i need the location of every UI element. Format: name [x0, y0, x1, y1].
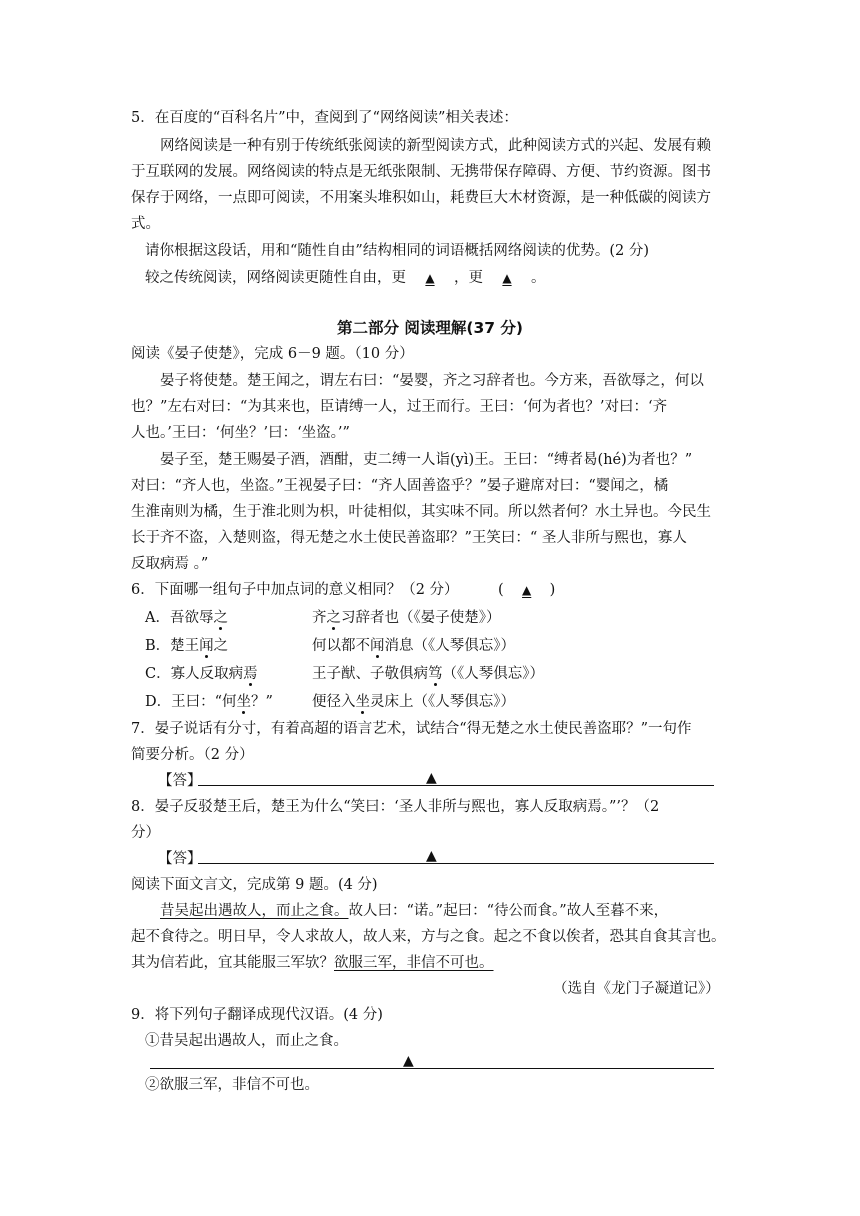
- answer-blank-1[interactable]: [406, 268, 454, 288]
- q6-option-c-left: [145, 664, 258, 684]
- text: 其为信若此，宜其能服三军欤？: [131, 955, 334, 971]
- underlined-sentence-1: 昔吴起出遇故人，而止之食。: [160, 903, 349, 919]
- text: 王子猷、子敬俱病: [312, 666, 428, 682]
- triangle-marker-icon: ▲: [403, 1053, 414, 1069]
- dotted-char: 坐: [236, 694, 252, 710]
- text: 消息（《人琴俱忘》）: [384, 638, 515, 654]
- q5-fill-text-b: ，更: [454, 270, 483, 286]
- text: 何以都不: [312, 638, 370, 654]
- answer-blank-2[interactable]: [483, 268, 531, 288]
- q6-option-a-left: [145, 608, 228, 628]
- q5-passage-line-1: 网络阅读是一种有别于传统纸张阅读的新型阅读方式，此种阅读方式的兴起、发展有赖: [160, 138, 711, 154]
- passage-line-5: 对曰：“齐人也，坐盗。”王视晏子曰：“齐人固善盗乎？”晏子避席对曰：“婴闻之，橘: [131, 478, 669, 494]
- triangle-marker-icon: ▲: [502, 271, 512, 285]
- passage-line-3: 人也。’王曰：‘何坐？’曰：‘坐盗。’”: [131, 425, 350, 441]
- q9-sentence-1: ①昔吴起出遇故人，而止之食。: [145, 1033, 348, 1049]
- q7-stem-line-1: 7．晏子说话有分寸，有着高超的语言艺术，试结合“得无楚之水土使民善盗耶？”一句作: [131, 721, 692, 737]
- q6-option-b-left: [145, 636, 228, 656]
- text: C．寡人反取病: [145, 666, 244, 682]
- q9-passage-line-1: [160, 901, 668, 921]
- q9-intro: 阅读下面文言文，完成第 9 题。(4 分): [131, 877, 378, 893]
- passage-line-2: 也？”左右对曰：“为其来也，臣请缚一人，过王而行。王曰：‘何为者也？’对曰：‘齐: [131, 399, 668, 415]
- text: 故人曰：“诺。”起曰：“待公而食。”故人至暮不来，: [348, 903, 669, 919]
- q8-answer-line[interactable]: [198, 863, 714, 864]
- triangle-marker-icon: ▲: [425, 271, 435, 285]
- text: A．吾欲辱: [145, 610, 214, 626]
- q9-source: （选自《龙门子凝道记》）: [553, 981, 720, 997]
- q9-sentence-2: ②欲服三军，非信不可也。: [145, 1077, 319, 1093]
- q9-stem: 9．将下列句子翻译成现代汉语。(4 分): [131, 1007, 383, 1023]
- q9-passage-line-3: [131, 953, 494, 973]
- q8-stem-line-2: 分）: [131, 825, 160, 841]
- underlined-sentence-2: 欲服三军，非信不可也。: [334, 955, 494, 971]
- passage-line-4: 晏子至，楚王赐晏子酒，酒酣，吏二缚一人诣(yì)王。王曰：“缚者曷(hé)为者也？”: [160, 452, 693, 468]
- q5-passage-line-4: 式。: [131, 216, 160, 232]
- q5-question: 请你根据这段话，用和“随性自由”结构相同的词语概括网络阅读的优势。(2 分): [145, 243, 649, 259]
- q9-answer-line-1[interactable]: [150, 1068, 714, 1069]
- text: 灵床上（《人琴俱忘》）: [370, 694, 515, 710]
- passage-line-6: 生淮南则为橘，生于淮北则为枳，叶徒相似，其实味不同。所以然者何？水土异也。今民生: [131, 504, 711, 520]
- q6-option-b-right: [312, 636, 515, 656]
- text: 之: [213, 638, 229, 654]
- q6-option-a-right: [312, 608, 501, 628]
- q8-stem-line-1: 8．晏子反驳楚王后，楚王为什么“笑曰：‘圣人非所与熙也，寡人反取病焉。”’？（2: [131, 799, 660, 815]
- text: （《人琴俱忘》）: [442, 666, 544, 682]
- dotted-char: 笃: [428, 666, 443, 682]
- q5-fill-text-a: 较之传统阅读，网络阅读更随性自由，更: [145, 270, 406, 286]
- q6-stem: 6．下面哪一组句子中加点词的意义相同？（2 分）: [131, 582, 459, 598]
- passage-line-1: 晏子将使楚。楚王闻之，谓左右曰：“晏婴，齐之习辞者也。今方来，吾欲辱之，何以: [160, 373, 704, 389]
- q7-answer-label: 【答】: [158, 773, 202, 789]
- triangle-marker-icon: ▲: [426, 770, 437, 786]
- dotted-char: 焉: [243, 666, 258, 682]
- paren-left: (: [498, 582, 504, 598]
- q5-passage-line-3: 保存于网络，一点即可阅读，不用案头堆积如山，耗费巨大木材资源，是一种低碳的阅读方: [131, 190, 711, 206]
- q6-option-d-left: [145, 692, 273, 712]
- passage-line-7: 长于齐不盗，入楚则盗，得无楚之水土使民善盗耶？”王笑曰：“ 圣人非所与熙也，寡人: [131, 530, 687, 546]
- text: 习辞者也（《晏子使楚》）: [341, 610, 501, 626]
- dotted-char: 之: [326, 610, 341, 626]
- q7-stem-line-2: 简要分析。（2 分）: [131, 747, 254, 763]
- q6-option-d-right: [312, 692, 515, 712]
- q6-answer-paren[interactable]: [498, 580, 555, 600]
- text: D．王曰：“何: [145, 694, 237, 710]
- text: 齐: [312, 610, 327, 626]
- q6-option-c-right: [312, 664, 544, 684]
- q7-answer-line[interactable]: [198, 785, 714, 786]
- text: ？”: [251, 694, 273, 710]
- dotted-char: 闻: [370, 638, 385, 654]
- q5-fill-sentence: [145, 268, 546, 288]
- text: 便径入: [312, 694, 356, 710]
- dotted-char: 之: [213, 610, 228, 626]
- answer-blank-q6[interactable]: [504, 580, 550, 600]
- triangle-marker-icon: ▲: [522, 583, 532, 597]
- dotted-char: 闻: [199, 638, 214, 654]
- q5-fill-text-c: 。: [531, 270, 546, 286]
- paren-right: ): [549, 582, 556, 598]
- q5-passage-line-2: 于互联网的发展。网络阅读的特点是无纸张限制、无携带保存障碍、方便、节约资源。图书: [131, 164, 711, 180]
- triangle-marker-icon: ▲: [426, 848, 437, 864]
- text: B．楚王: [145, 638, 200, 654]
- passage-line-8: 反取病焉 。”: [131, 556, 209, 572]
- q9-passage-line-2: 起不食待之。明日早，令人求故人，故人来，方与之食。起之不食以俟者，恐其自食其言也。: [131, 929, 726, 945]
- part2-title: 第二部分 阅读理解(37 分): [336, 319, 524, 337]
- q8-answer-label: 【答】: [158, 851, 202, 867]
- dotted-char: 坐: [355, 694, 370, 710]
- q5-stem: 5．在百度的“百科名片”中，查阅到了“网络阅读”相关表述：: [131, 110, 518, 126]
- reading-intro: 阅读《晏子使楚》，完成 6－9 题。（10 分）: [131, 346, 414, 362]
